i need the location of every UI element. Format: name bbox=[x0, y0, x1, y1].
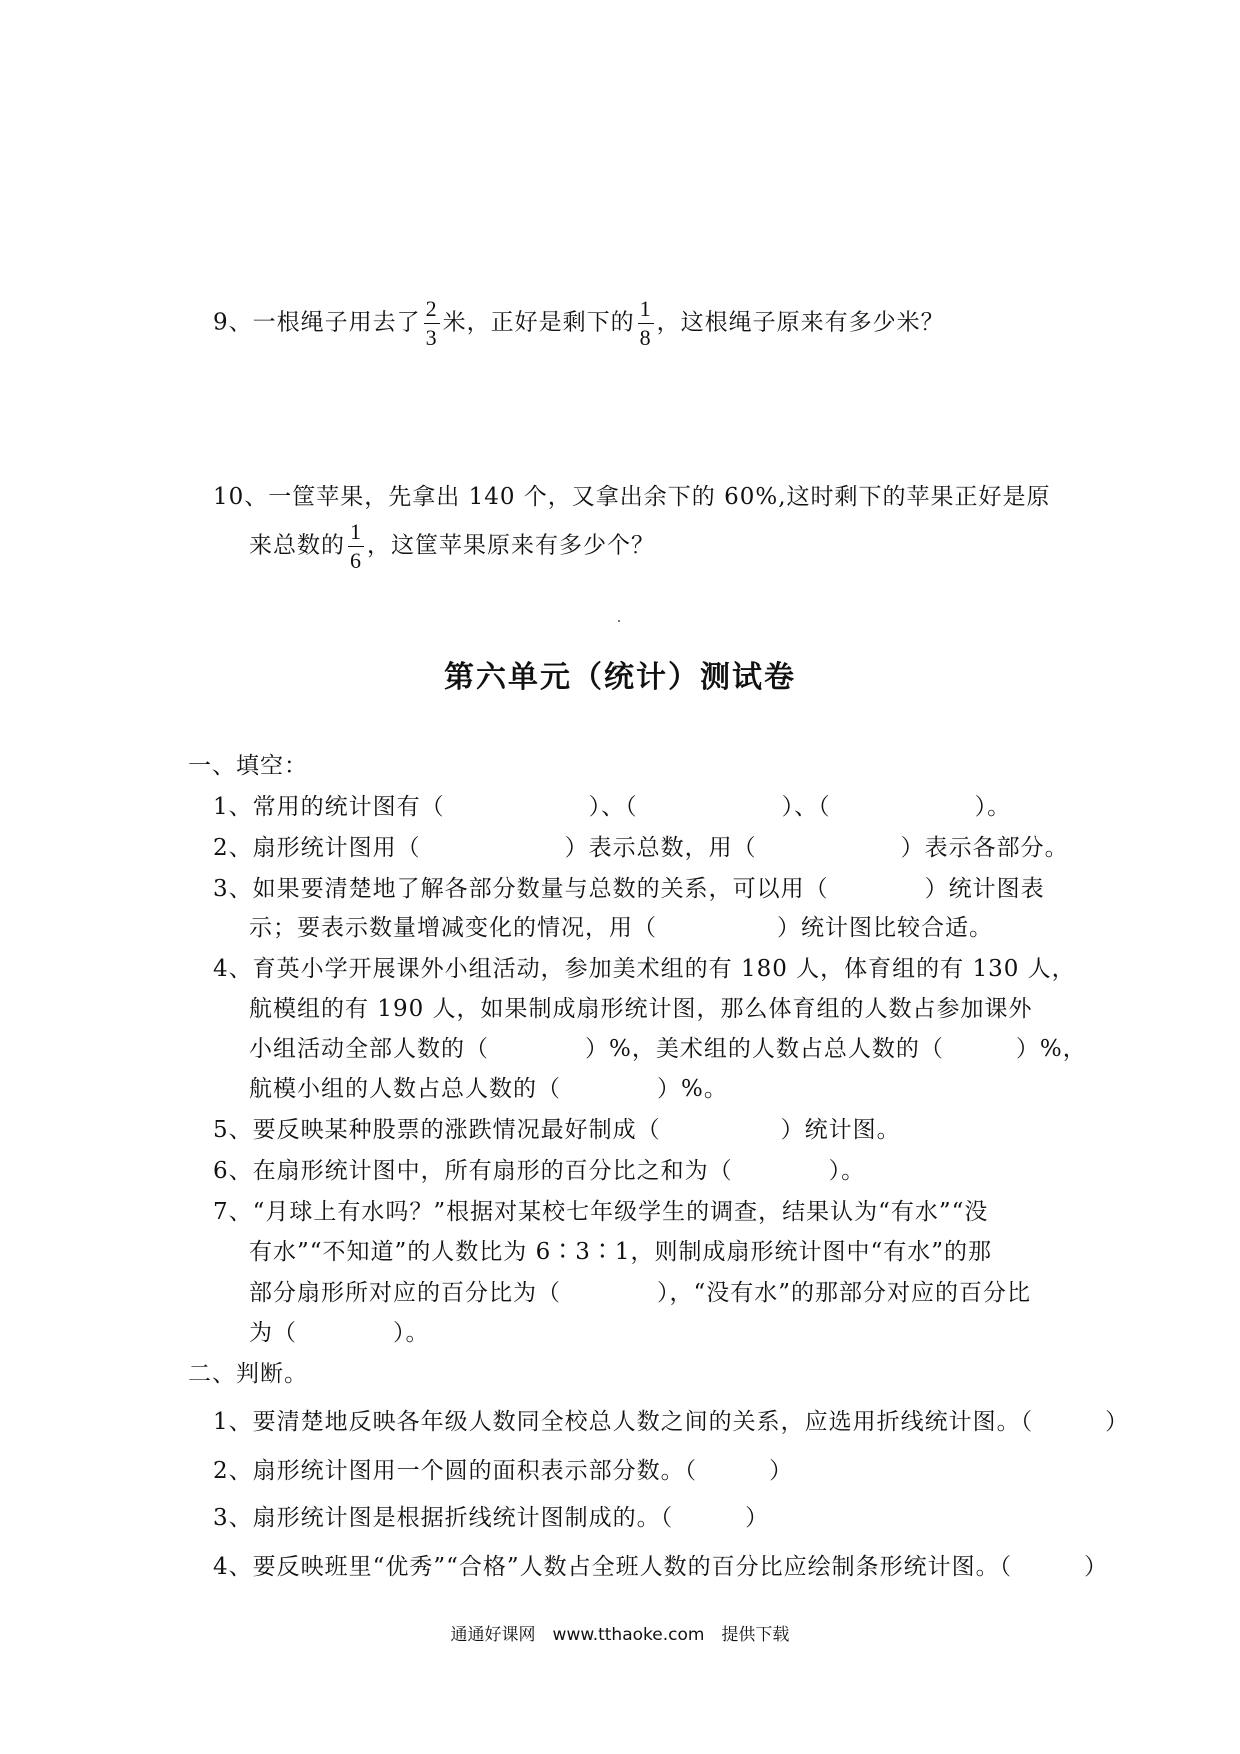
section-1-heading: 一、填空： bbox=[188, 753, 308, 779]
section-2-line: 2、扇形统计图用一个圆的面积表示部分数。（ ） bbox=[213, 1458, 794, 1484]
section-1-line: 7、“月球上有水吗？”根据对某校七年级学生的调查，结果认为“有水”“没 bbox=[213, 1199, 989, 1225]
section-1-line: 有水”“不知道”的人数比为 6∶3∶1，则制成扇形统计图中“有水”的那 bbox=[249, 1239, 993, 1265]
section-1-line: 航模组的有 190 人，如果制成扇形统计图，那么体育组的人数占参加课外 bbox=[249, 996, 1033, 1022]
q9-text-c: ，这根绳子原来有多少米？ bbox=[656, 309, 945, 336]
question-9 bbox=[213, 298, 945, 349]
q9-text-b: 米，正好是剩下的 bbox=[442, 309, 635, 336]
section-1-line: 3、如果要清楚地了解各部分数量与总数的关系，可以用（ ）统计图表 bbox=[213, 876, 1045, 902]
section-2-line: 3、扇形统计图是根据折线统计图制成的。（ ） bbox=[213, 1505, 770, 1531]
page-footer: 通通好课网 www.tthaoke.com 提供下载 bbox=[450, 1625, 790, 1645]
section-1-line: 4、育英小学开展课外小组活动，参加美术组的有 180 人，体育组的有 130 人， bbox=[213, 956, 1076, 982]
section-1-line: 1、常用的统计图有（ ）、（ ）、（ ）。 bbox=[213, 794, 1012, 820]
section-2-line: 4、要反映班里“优秀”“合格”人数占全班人数的百分比应绘制条形统计图。（ ） bbox=[213, 1554, 1109, 1580]
page-title: 第六单元（统计）测试卷 bbox=[444, 660, 796, 695]
section-1-line: 示；要表示数量增减变化的情况，用（ ）统计图比较合适。 bbox=[249, 915, 993, 941]
section-2-line: 1、要清楚地反映各年级人数同全校总人数之间的关系，应选用折线统计图。（ ） bbox=[213, 1409, 1130, 1435]
fraction-two-thirds: $\frac{2}{3}$ bbox=[425, 296, 438, 350]
q9-text-a: 9、一根绳子用去了 bbox=[213, 309, 421, 336]
section-1-line: 部分扇形所对应的百分比为（ ），“没有水”的那部分对应的百分比 bbox=[249, 1280, 1032, 1306]
section-1-line: 2、扇形统计图用（ ）表示总数，用（ ）表示各部分。 bbox=[213, 835, 1069, 861]
question-10-line-1: 10、一筐苹果，先拿出 140 个，又拿出余下的 60%,这时剩下的苹果正好是原 bbox=[213, 484, 1051, 510]
fraction-one-sixth: $\frac{1}{6}$ bbox=[350, 519, 362, 573]
section-1-line: 5、要反映某种股票的涨跌情况最好制成（ ）统计图。 bbox=[213, 1117, 901, 1143]
fraction-one-eighth: $\frac{1}{8}$ bbox=[639, 296, 652, 350]
question-10-line-2 bbox=[249, 521, 655, 572]
scan-speck bbox=[618, 620, 620, 622]
section-1-line: 航模小组的人数占总人数的（ ）%。 bbox=[249, 1076, 728, 1102]
q10-text-b: ，这筐苹果原来有多少个？ bbox=[367, 532, 655, 559]
q10-text-a: 来总数的 bbox=[249, 532, 345, 559]
section-1-line: 6、在扇形统计图中，所有扇形的百分比之和为（ ）。 bbox=[213, 1158, 866, 1184]
section-1-line: 小组活动全部人数的（ ）%，美术组的人数占总人数的（ ）%， bbox=[249, 1036, 1087, 1062]
section-1-line: 为（ ）。 bbox=[249, 1320, 430, 1346]
section-2-heading: 二、判断。 bbox=[188, 1361, 308, 1387]
